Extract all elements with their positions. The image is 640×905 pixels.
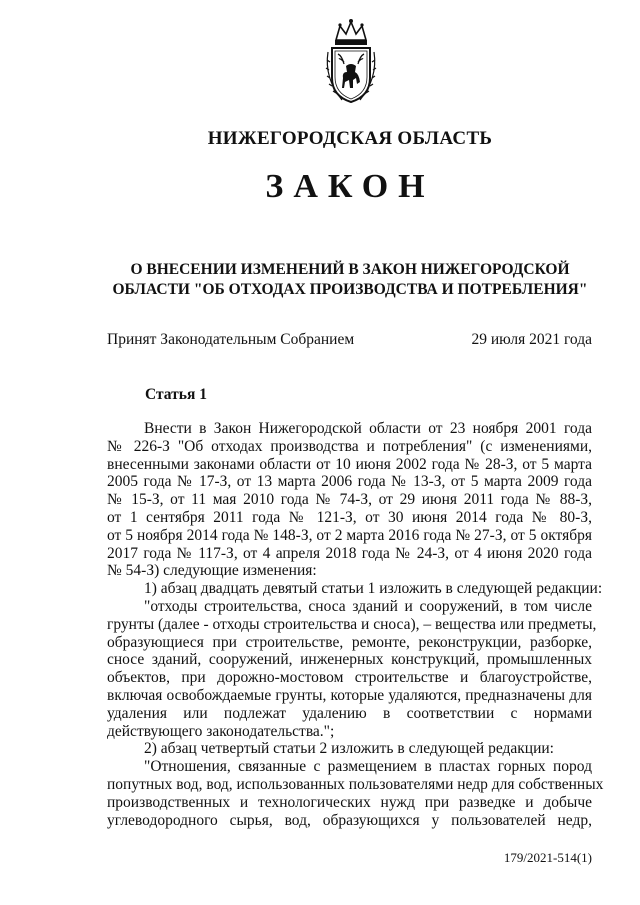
text-line: "отходы строительства, сноса зданий и сооружений, в том числе: [144, 597, 592, 615]
text-line: от 1 сентября 2011 года № 121-З, от 30 июня 2014 года № 80-З,: [107, 508, 592, 526]
text-line: углеводородного сырья, вод, образующихся у пользователей недр,: [107, 811, 592, 829]
text-line: сносе зданий, сооружений, инженерных конструкций, промышленных: [107, 651, 592, 669]
text-line: попутных вод, вод, использованных пользователями недр для собственных: [107, 775, 604, 793]
text-line: включая освобождаемые грунты, которые удаляются, предназначены для: [107, 686, 592, 704]
adoption-line: [107, 331, 592, 349]
text-line: № 54-З) следующие изменения:: [107, 562, 317, 580]
text-line: № 15-З, от 11 мая 2010 года № 74-З, от 29 июня 2011 года № 88-З,: [107, 491, 592, 509]
article-body: [107, 420, 604, 829]
text-line: действующего законодательства.";: [107, 722, 335, 740]
text-line: образующиеся при строительстве, ремонте, реконструкции, разборке,: [107, 633, 592, 651]
document-type-title: ЗАКОН: [265, 168, 435, 205]
adoption-date: 29 июля 2021 года: [471, 331, 592, 348]
text-line: "Отношения, связанные с размещением в пластах горных пород: [144, 758, 592, 776]
text-line: производственных и технологических нужд при разведке и добыче: [107, 793, 592, 811]
text-line: грунты (далее - отходы строительства и сноса), – вещества или предметы,: [107, 615, 597, 633]
text-line: удаления или подлежат удалению в соответствии с нормами: [107, 704, 592, 722]
adoption-text: Принят Законодательным Собранием: [107, 331, 355, 348]
region-name: НИЖЕГОРОДСКАЯ ОБЛАСТЬ: [207, 128, 493, 149]
document-code: 179/2021-514(1): [503, 850, 592, 865]
coat-of-arms-icon: [322, 18, 380, 106]
text-line: 1) абзац двадцать девятый статьи 1 изложить в следующей редакции:: [144, 580, 603, 598]
article-title: Статья 1: [145, 386, 207, 403]
text-line: от 5 ноября 2014 года № 148-З, от 2 марта 2016 года № 27-З, от 5 октября: [107, 526, 592, 544]
law-subject: [0, 260, 640, 300]
text-line: внесенными законами области от 10 июня 2002 года № 28-З, от 5 марта: [107, 455, 592, 473]
text-line: № 226-З "Об отходах производства и потребления" (с изменениями,: [107, 437, 592, 455]
text-line: Внести в Закон Нижегородской области от 23 ноября 2001 года: [144, 420, 592, 437]
law-subject-line: ОБЛАСТИ "ОБ ОТХОДАХ ПРОИЗВОДСТВА И ПОТРЕБЛЕНИЯ": [112, 281, 588, 298]
text-line: 2) абзац четвертый статьи 2 изложить в следующей редакции:: [144, 740, 554, 758]
text-line: 2005 года № 17-З, от 13 марта 2006 года № 13-З, от 5 марта 2009 года: [107, 473, 592, 491]
text-line: объектов, при дорожно-мостовом строительстве и благоустройстве,: [107, 669, 592, 687]
text-line: 2017 года № 117-З, от 4 апреля 2018 года № 24-З, от 4 июня 2020 года: [107, 544, 592, 562]
law-subject-line: О ВНЕСЕНИИ ИЗМЕНЕНИЙ В ЗАКОН НИЖЕГОРОДСКОЙ: [130, 261, 570, 278]
